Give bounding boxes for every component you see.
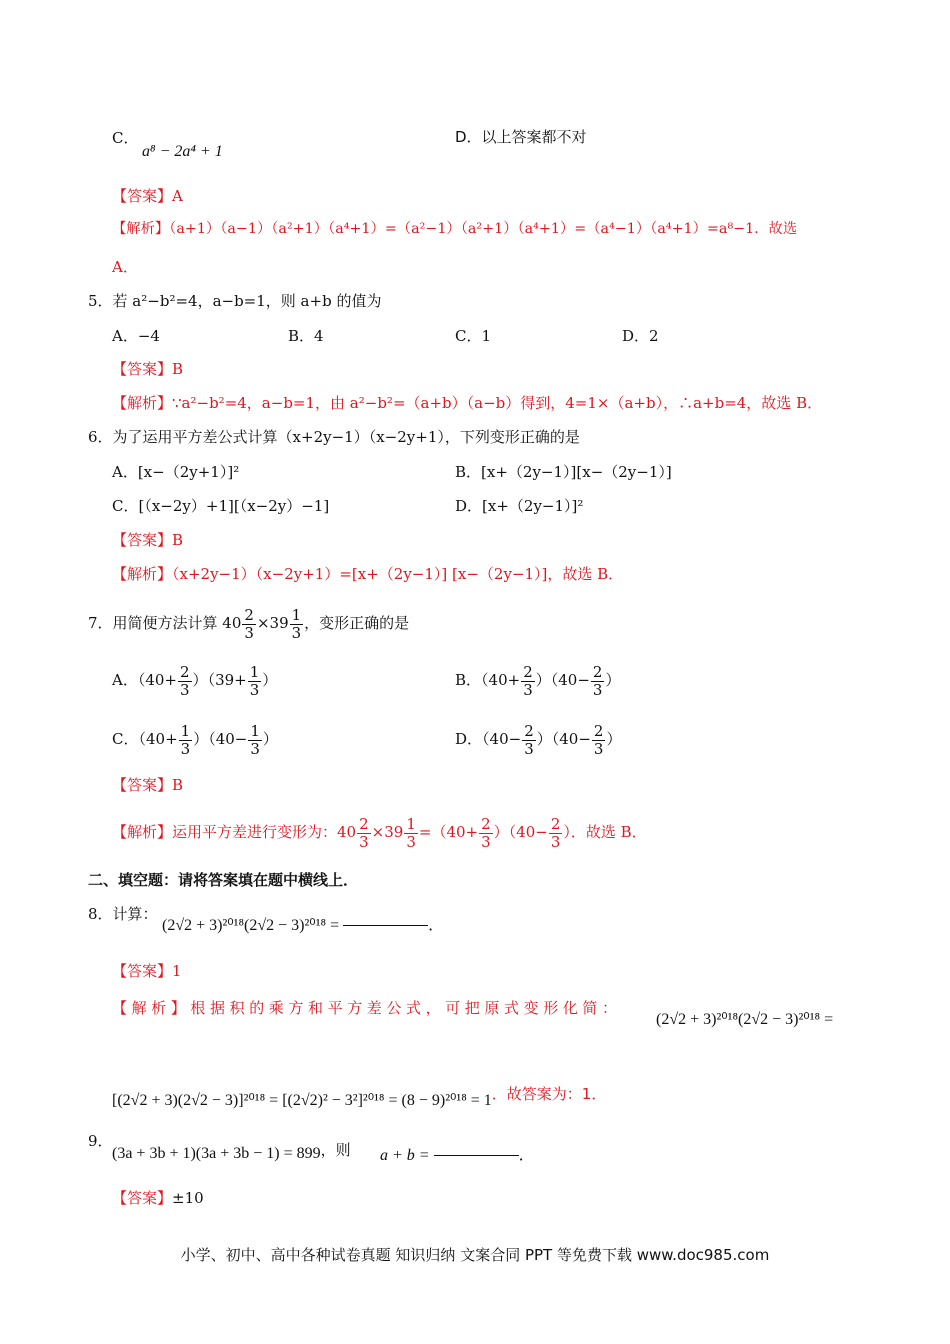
fraction: $\frac{1}{3}$ bbox=[180, 721, 191, 758]
fraction: $\frac{1}{3}$ bbox=[249, 662, 260, 699]
fraction: $\frac{2}{3}$ bbox=[359, 814, 369, 851]
q4-option-d: D．以上答案都不对 bbox=[455, 128, 587, 146]
q8-analysis-text: 【解析】根据积的乘方和平方差公式，可把原式变形化简： bbox=[112, 999, 622, 1017]
fraction: $\frac{2}{3}$ bbox=[550, 814, 561, 851]
q7-answer: 【答案】B bbox=[112, 776, 184, 794]
fraction: $\frac{2}{3}$ bbox=[524, 721, 534, 758]
q5-option-c: C．1 bbox=[455, 327, 492, 345]
q6-stem: 6．为了运用平方差公式计算（x+2y−1）（x−2y+1），下列变形正确的是 bbox=[88, 428, 580, 446]
fraction: $\frac{1}{3}$ bbox=[406, 814, 416, 851]
answer-blank bbox=[434, 1155, 519, 1156]
fraction: $\frac{1}{3}$ bbox=[250, 721, 260, 758]
q8-analysis-expr1: (2√2 + 3)²⁰¹⁸(2√2 − 3)²⁰¹⁸ = bbox=[656, 1011, 834, 1028]
q6-analysis: 【解析】（x+2y−1）（x−2y+1）=[x+（2y−1）] [x−（2y−1）]，故选 B． bbox=[112, 565, 624, 583]
answer-blank bbox=[343, 925, 428, 926]
q9-label: 9． bbox=[88, 1132, 113, 1150]
q6-answer: 【答案】B bbox=[112, 531, 184, 549]
q5-option-a: A．−4 bbox=[112, 327, 160, 345]
fraction: $\frac{2}{3}$ bbox=[180, 662, 190, 699]
q7-analysis: 【解析】运用平方差进行变形为：40 $\frac{2}{3}$ ×39 $\frac{1}{3}$ =（40+ $\frac{2}{3}$ ）（40− $\frac{2}{3}$ ）．故选 B． bbox=[112, 814, 647, 851]
q7-option-b: B．（40+ $\frac{2}{3}$ ）（40− $\frac{2}{3}$ ） bbox=[455, 662, 621, 699]
fraction: $\frac{2}{3}$ bbox=[523, 662, 533, 699]
footer-text: 小学、初中、高中各种试卷真题 知识归纳 文案合同 PPT 等免费下载 www.doc985.com bbox=[180, 1246, 770, 1264]
fraction: $\frac{2}{3}$ bbox=[244, 605, 254, 642]
q9-expression: (3a + 3b + 1)(3a + 3b − 1) = 899，则 bbox=[112, 1141, 351, 1162]
q8-label: 8．计算： bbox=[88, 905, 158, 923]
q6-option-b: B．[x+（2y−1）][x−（2y−1）] bbox=[455, 463, 672, 481]
q4-analysis-line1: 【解析】（a+1）（a−1）（a²+1）（a⁴+1）=（a²−1）（a²+1）（a⁴+1）=（a⁴−1）（a⁴+1）=a⁸−1．故选 bbox=[112, 221, 798, 237]
q8-analysis-expr2: [(2√2 + 3)(2√2 − 3)]²⁰¹⁸ = [(2√2)² − 3²]²⁰¹⁸ = (8 − 9)²⁰¹⁸ = 1．故答案为：1． bbox=[112, 1085, 607, 1109]
q4-analysis-line2: A． bbox=[112, 258, 138, 276]
q5-option-b: B．4 bbox=[288, 327, 324, 345]
q7-option-a: A．（40+ $\frac{2}{3}$ ）（39+ $\frac{1}{3}$ ） bbox=[112, 662, 278, 699]
q7-stem: 7．用简便方法计算 40 $\frac{2}{3}$ ×39 $\frac{1}{3}$ ，变形正确的是 bbox=[88, 605, 410, 642]
q4-option-c-math: a⁸ − 2a⁴ + 1 bbox=[142, 143, 223, 160]
fraction: $\frac{2}{3}$ bbox=[592, 662, 603, 699]
q9-answer: 【答案】±10 bbox=[112, 1189, 204, 1207]
q5-option-d: D．2 bbox=[622, 327, 659, 345]
q6-option-c: C．[（x−2y）+1][（x−2y）−1] bbox=[112, 497, 330, 515]
fraction: $\frac{1}{3}$ bbox=[291, 605, 302, 642]
q7-option-d: D．（40− $\frac{2}{3}$ ）（40− $\frac{2}{3}$ ） bbox=[455, 721, 622, 758]
q8-expression: (2√2 + 3)²⁰¹⁸(2√2 − 3)²⁰¹⁸ = ． bbox=[162, 917, 445, 934]
fraction: $\frac{2}{3}$ bbox=[593, 721, 604, 758]
q4-option-c: C． bbox=[112, 129, 139, 147]
q9-expression-2: a + b = ． bbox=[380, 1147, 535, 1164]
q6-option-a: A．[x−（2y+1）]² bbox=[112, 463, 240, 481]
q5-analysis: 【解析】∵a²−b²=4，a−b=1，由 a²−b²=（a+b）（a−b）得到，4=1×（a+b），∴a+b=4，故选 B． bbox=[112, 394, 823, 412]
q5-answer: 【答案】B bbox=[112, 360, 184, 378]
q6-option-d: D．[x+（2y−1）]² bbox=[455, 497, 584, 515]
q8-answer: 【答案】1 bbox=[112, 962, 182, 980]
fraction: $\frac{2}{3}$ bbox=[481, 814, 491, 851]
q7-option-c: C．（40+ $\frac{1}{3}$ ）（40− $\frac{1}{3}$ ） bbox=[112, 721, 278, 758]
q4-answer: 【答案】A bbox=[112, 187, 183, 205]
q5-stem: 5．若 a²−b²=4，a−b=1，则 a+b 的值为 bbox=[88, 292, 382, 310]
section-title: 二、填空题：请将答案填在题中横线上． bbox=[88, 871, 359, 889]
